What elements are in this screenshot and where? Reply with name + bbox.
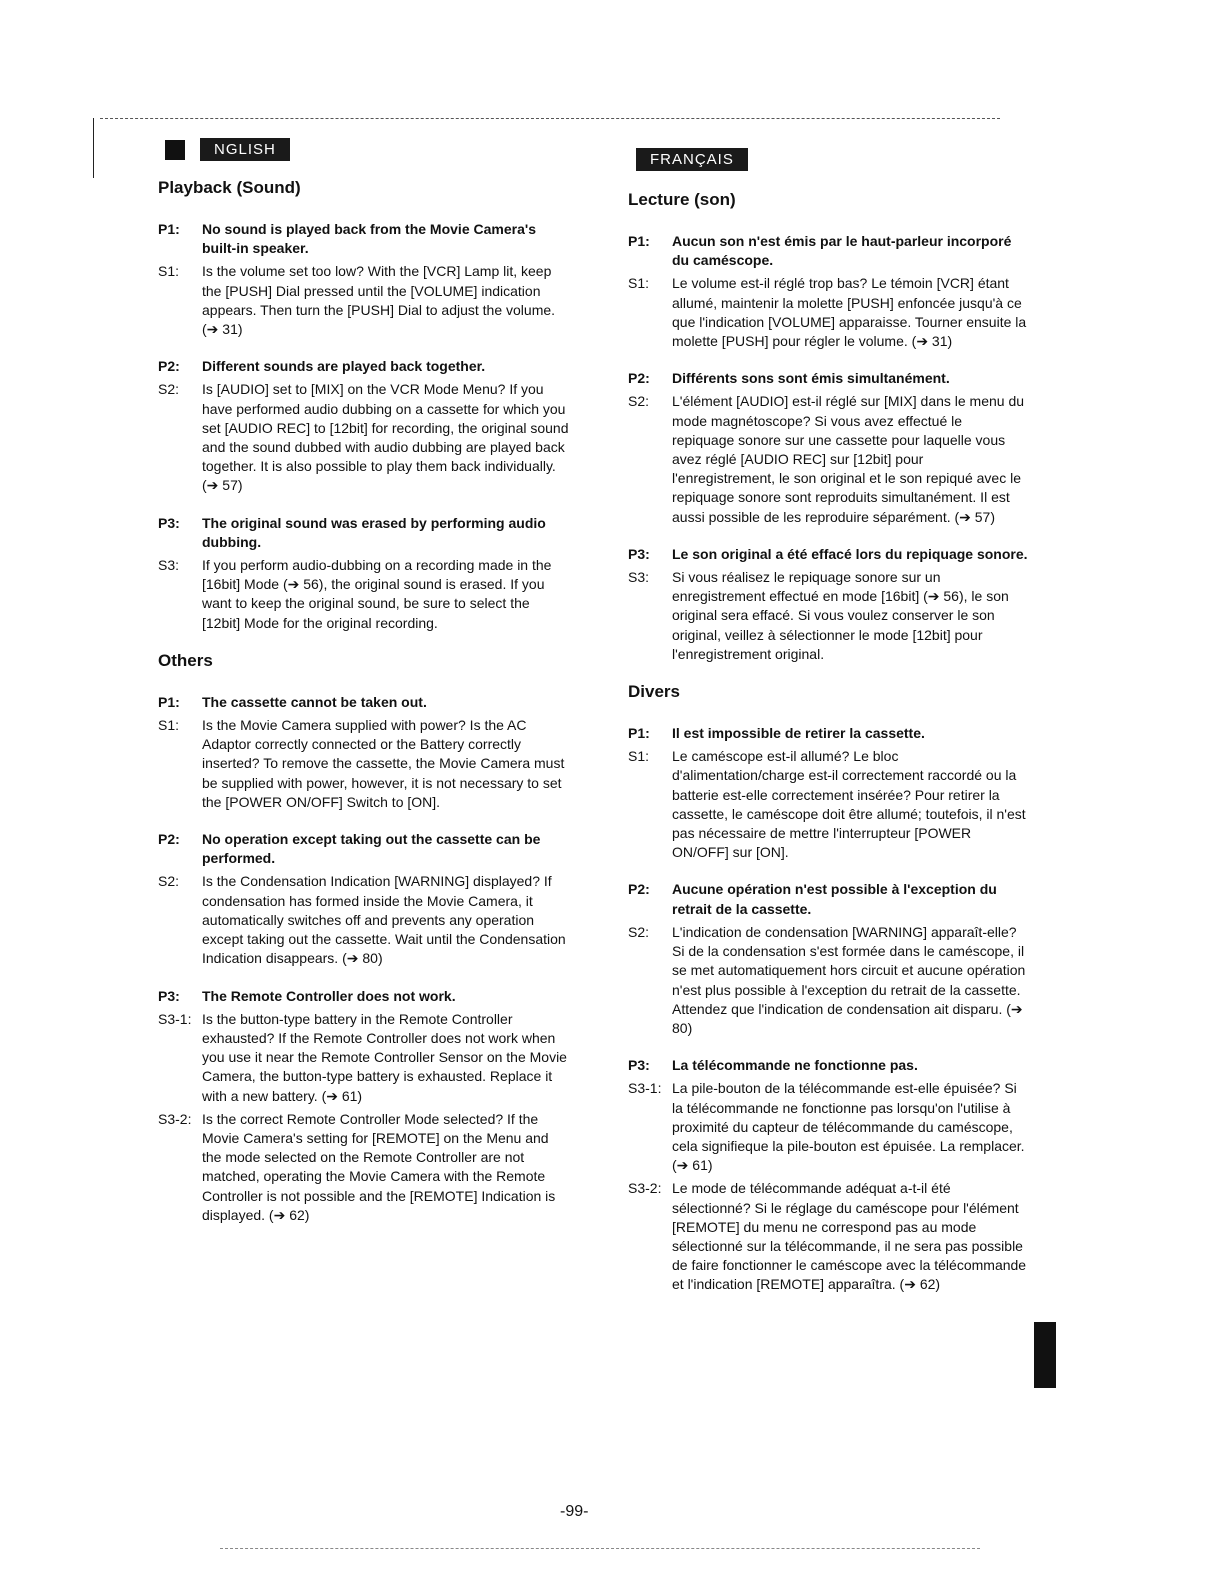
- top-rule: [100, 118, 1000, 119]
- problem-en-4: P1: The cassette cannot be taken out.: [158, 693, 427, 710]
- solution-en-1: S1: Is the volume set too low? With the [VCR] Lamp lit, keep the [PUSH] Dial pressed until the [VOLUME] indication appears. Then turn the [PUSH] Dial to adjust the volume. (➔ 31): [158, 263, 556, 338]
- problem-fr-2: P2: Différents sons sont émis simultanément.: [628, 370, 950, 387]
- solution-en-4: S1: Is the Movie Camera supplied with power? Is the AC Adaptor correctly connected or the Battery correctly inserted? To remove the cassette, the Movie Camera must be supplied with power, however, it is not necessary to set the [POWER ON/OFF] Switch to [ON].: [158, 717, 565, 810]
- solution-fr-6a: S3-1: La pile-bouton de la télécommande est-elle épuisée? Si la télécommande ne fonctionne pas lorsqu'on l'utilise à proximité du capteur de télécommande du caméscope, cela signifieque la pile-bouton est épuisée. La remplacer. (➔ 61): [628, 1080, 1025, 1174]
- side-index-marker: [1034, 1322, 1056, 1388]
- solution-fr-4: S1: Le caméscope est-il allumé? Le bloc d'alimentation/charge est-il correctement raccordé ou la batterie est-elle correctement insérée? Pour retirer la cassette, le caméscope doit être allumé; toutefois, il n'est pas nécessaire de mettre l'interrupteur [POWER ON/OFF] sur [ON].: [628, 748, 1026, 861]
- page-number: -99-: [560, 1503, 589, 1520]
- french-column: [628, 190, 1028, 1299]
- solution-fr-5: S2: L'indication de condensation [WARNING] apparaît-elle? Si de la condensation s'est formée dans le caméscope, il se met automatiquement hors circuit et aucune opération n'est plus possible à l'exception du retrait de la cassette. Attendez que l'indication de condensation ait disparu. (➔ 80): [628, 923, 1026, 1036]
- bottom-rule: [220, 1548, 980, 1549]
- french-language-tab: FRANÇAIS: [636, 148, 748, 171]
- solution-fr-3: S3: Si vous réalisez le repiquage sonore sur un enregistrement effectué en mode [16bit] (➔ 56), le son original sera effacé. Si vous voulez conserver le son original, veillez à sélectionner le mode [12bit] pour l'enregistrement original.: [628, 569, 1009, 662]
- solution-en-5: S2: Is the Condensation Indication [WARNING] displayed? If condensation has formed inside the Movie Camera, it automatically switches off and prevents any operation except taking out the cassette. Wait until the Condensation Indication disappears. (➔ 80): [158, 873, 566, 967]
- corner-marker: [165, 140, 185, 160]
- problem-en-2: P2: Different sounds are played back together.: [158, 358, 486, 375]
- english-column: [158, 178, 570, 1229]
- problem-fr-4: P1: Il est impossible de retirer la cassette.: [628, 725, 925, 742]
- english-language-tab: NGLISH: [200, 138, 290, 161]
- problem-en-1: P1: No sound is played back from the Movie Camera's built-in speaker.: [158, 221, 536, 257]
- section-title-others-fr: Divers: [628, 682, 680, 702]
- problem-fr-6: P3: La télécommande ne fonctionne pas.: [628, 1057, 918, 1074]
- section-title-playback-en: Playback (Sound): [158, 178, 301, 197]
- problem-en-6: P3: The Remote Controller does not work.: [158, 987, 456, 1004]
- section-title-others-en: Others: [158, 650, 213, 670]
- solution-en-3: S3: If you perform audio-dubbing on a recording made in the [16bit] Mode (➔ 56), the original sound is erased. If you want to keep the original sound, be sure to select the [12bit] Mode for the original recording.: [158, 557, 552, 631]
- problem-en-3: P3: The original sound was erased by performing audio dubbing.: [158, 514, 546, 550]
- section-title-playback-fr: Lecture (son): [628, 190, 736, 209]
- solution-en-6a: S3-1: Is the button-type battery in the Remote Controller exhausted? If the Remote Controller does not work when you use it near the Remote Controller Sensor on the Movie Camera, the button-type battery is exhausted. Replace it with a new battery. (➔ 61): [158, 1010, 567, 1104]
- left-edge-line: [93, 118, 94, 178]
- solution-en-2: S2: Is [AUDIO] set to [MIX] on the VCR Mode Menu? If you have performed audio dubbing on a cassette for which you set [AUDIO REC] to [12bit] for recording, the original sound and the sound dubbed with audio dubbing are played back together. It is also possible to play them back individually. (➔ 57): [158, 381, 569, 494]
- problem-fr-1: P1: Aucun son n'est émis par le haut-parleur incorporé du caméscope.: [628, 233, 1012, 269]
- problem-en-5: P2: No operation except taking out the cassette can be performed.: [158, 831, 541, 867]
- solution-fr-1: S1: Le volume est-il réglé trop bas? Le témoin [VCR] étant allumé, maintenir la molette [PUSH] enfoncée jusqu'à ce que l'indication [VOLUME] apparaisse. Tourner ensuite la molette [PUSH] pour régler le volume. (➔ 31): [628, 275, 1027, 350]
- solution-fr-6b: S3-2: Le mode de télécommande adéquat a-t-il été sélectionné? Si le réglage du caméscope pour l'élément [REMOTE] du menu ne correspond pas au mode sélectionné sur la télécommande, il ne sera pas possible de faire fonctionner le caméscope avec la télécommande et l'indication [REMOTE] apparaîtra. (➔ 62): [628, 1180, 1027, 1293]
- solution-en-6b: S3-2: Is the correct Remote Controller Mode selected? If the Movie Camera's setting for [REMOTE] on the Menu and the mode selected on the Remote Controller are not matched, operating the Movie Camera with the Remote Controller is not possible and the [REMOTE] Indication is displayed. (➔ 62): [158, 1110, 556, 1223]
- problem-fr-5: P2: Aucune opération n'est possible à l'exception du retrait de la cassette.: [628, 881, 997, 917]
- solution-fr-2: S2: L'élément [AUDIO] est-il réglé sur [MIX] dans le menu du mode magnétoscope? Si vous avez effectué le repiquage sonore sur une cassette pour laquelle vous avez réglé [AUDIO REC] sur [12bit] pour l'enregistrement, le son original et le son repiqué avec le repiquage sonore sont reproduits simultanément. Il est aussi possible de les reproduire séparément. (➔ 57): [628, 393, 1025, 525]
- problem-fr-3: P3: Le son original a été effacé lors du repiquage sonore.: [628, 545, 1028, 562]
